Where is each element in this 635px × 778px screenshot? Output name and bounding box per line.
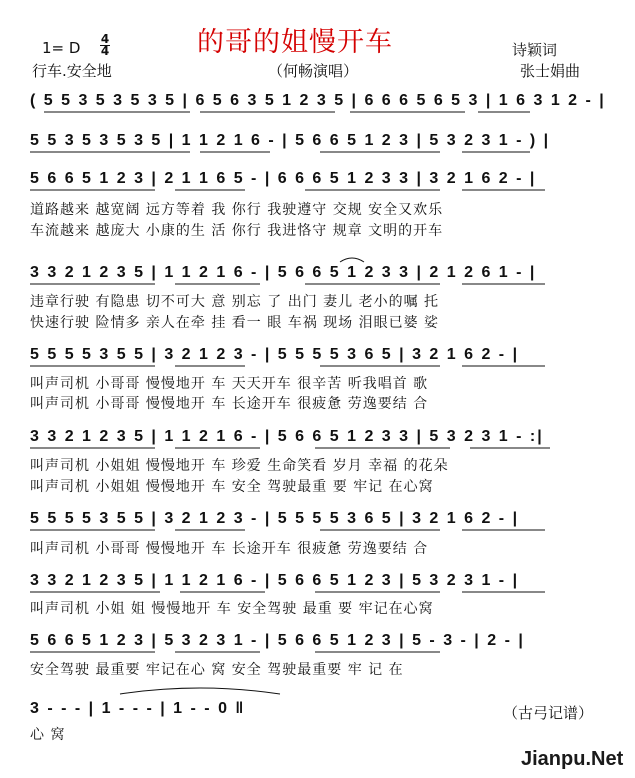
notes-row-7: 5 5 5 5 3 5 5 | 3 2 1 2 3 - | 5 5 5 5 3 6 5 | 3 2 1 6 2 - | — [30, 510, 520, 527]
notes-row-8: 3 3 2 1 2 3 5 | 1 1 2 1 6 - | 5 6 6 5 1 2 3 | 5 3 2 3 1 - | — [30, 572, 520, 589]
key-signature: 1= D — [42, 39, 81, 57]
notes-row-2: 5 5 3 5 3 5 3 5 | 1 1 2 1 6 - | 5 6 6 5 1 2 3 | 5 3 2 3 1 - ) | — [30, 132, 551, 149]
notes-row-9: 5 6 6 5 1 2 3 | 5 3 2 3 1 - | 5 6 6 5 1 2 3 | 5 - 3 - | 2 - | — [30, 632, 525, 649]
slur-mark — [340, 258, 364, 262]
time-signature-bottom: 4 — [100, 44, 110, 58]
site-tld: .Net — [585, 748, 624, 770]
notes-row-5: 5 5 5 5 3 5 5 | 3 2 1 2 3 - | 5 5 5 5 3 6 5 | 3 2 1 6 2 - | — [30, 346, 520, 363]
lyrics-row-10-verse-1: 心 窝 — [30, 727, 66, 743]
lyrics-row-3-verse-1: 道路越来 越宽阔 远方等着 我 你行 我驶遵守 交规 安全又欢乐 — [30, 202, 444, 218]
notes-row-3: 5 6 6 5 1 2 3 | 2 1 1 6 5 - | 6 6 6 5 1 2 3 3 | 3 2 1 6 2 - | — [30, 170, 537, 187]
composer: 张士娟曲 — [520, 62, 581, 80]
notes-row-1: ( 5 5 3 5 3 5 3 5 | 6 5 6 3 5 1 2 3 5 | 6 6 6 5 6 5 3 | 1 6 3 1 2 - | — [30, 92, 606, 109]
lyrics-row-7-verse-1: 叫声司机 小哥哥 慢慢地开 车 长途开车 很疲惫 劳逸要结 合 — [30, 541, 429, 557]
time-signature-top: 4 — [100, 32, 110, 46]
site-name: Jianpu — [521, 748, 586, 770]
lyrics-row-5-verse-1: 叫声司机 小哥哥 慢慢地开 车 天天开车 很辛苦 听我唱首 歌 — [30, 376, 429, 392]
lyrics-row-3-verse-2: 车流越来 越庞大 小康的生 活 你行 我进恪守 规章 文明的开车 — [30, 223, 444, 239]
lyrics-row-5-verse-2: 叫声司机 小哥哥 慢慢地开 车 长途开车 很疲惫 劳逸要结 合 — [30, 396, 429, 412]
page-title: 的哥的姐慢开车 — [197, 27, 393, 58]
notes-row-6: 3 3 2 1 2 3 5 | 1 1 2 1 6 - | 5 6 6 5 1 2 3 3 | 5 3 2 3 1 - :| — [30, 428, 544, 445]
performer: （何畅演唱） — [268, 62, 359, 80]
slur-mark — [120, 688, 280, 694]
lyrics-row-6-verse-1: 叫声司机 小姐姐 慢慢地开 车 珍爱 生命笑看 岁月 幸福 的花朵 — [30, 458, 449, 474]
notation-credit: （古弓记谱） — [503, 704, 594, 722]
lyrics-row-8-verse-1: 叫声司机 小姐 姐 慢慢地开 车 安全驾驶 最重 要 牢记在心窝 — [30, 601, 434, 617]
lyricist: 诗颖词 — [512, 41, 558, 59]
lyrics-row-4-verse-2: 快速行驶 险情多 亲人在牵 挂 看一 眼 车祸 现场 泪眼已婆 娑 — [30, 315, 440, 331]
notes-row-4: 3 3 2 1 2 3 5 | 1 1 2 1 6 - | 5 6 6 5 1 2 3 3 | 2 1 2 6 1 - | — [30, 264, 537, 281]
lyrics-row-6-verse-2: 叫声司机 小姐姐 慢慢地开 车 安全 驾驶最重 要 牢记 在心窝 — [30, 479, 434, 495]
tempo-marking: 行车.安全地 — [32, 62, 112, 80]
lyrics-row-9-verse-1: 安全驾驶 最重要 牢记在心 窝 安全 驾驶最重要 牢 记 在 — [30, 662, 404, 678]
notes-row-10: 3 - - - | 1 - - - | 1 - - 0 ‖ — [30, 700, 246, 717]
lyrics-row-4-verse-1: 违章行驶 有隐患 切不可大 意 别忘 了 出门 妻儿 老小的嘱 托 — [30, 294, 440, 310]
